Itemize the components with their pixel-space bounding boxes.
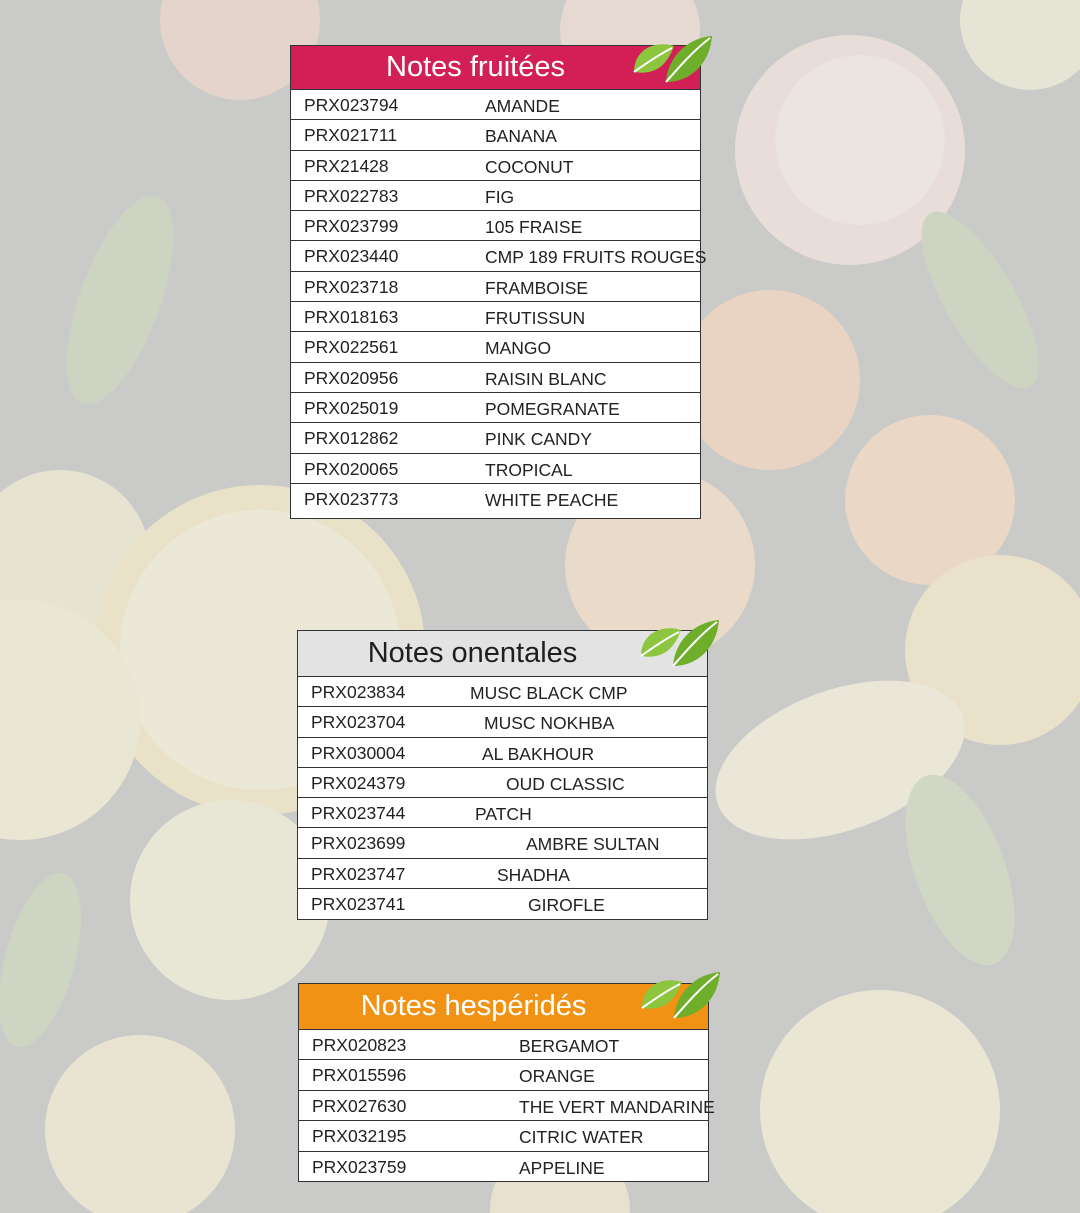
product-name: FIG	[485, 186, 515, 207]
product-code: PRX023773	[304, 488, 399, 509]
table-row	[291, 363, 700, 393]
product-name: MUSC BLACK CMP	[470, 683, 628, 703]
product-code: PRX025019	[304, 397, 399, 418]
product-code: PRX021711	[304, 125, 398, 146]
fruitees-rows	[291, 90, 707, 514]
product-code: PRX030004	[311, 742, 406, 763]
orientales-rows	[298, 677, 707, 919]
table-row	[291, 423, 700, 453]
table-row	[298, 889, 707, 919]
product-name: CMP 189 FRUITS ROUGES	[485, 247, 707, 268]
product-code: PRX023744	[311, 803, 406, 824]
product-name: AMBRE SULTAN	[526, 834, 660, 855]
table-row	[291, 484, 700, 514]
table-row	[291, 332, 700, 362]
table-row	[291, 181, 700, 211]
product-name: BERGAMOT	[519, 1036, 620, 1056]
fruitees-title: Notes fruitées	[386, 51, 565, 83]
table-row	[291, 90, 700, 120]
product-code: PRX020823	[312, 1035, 407, 1055]
leaf-icon	[628, 32, 716, 90]
product-name: FRAMBOISE	[485, 277, 589, 298]
product-name: FRUTISSUN	[485, 308, 586, 329]
product-name: TROPICAL	[485, 459, 573, 480]
product-code: PRX023794	[304, 95, 399, 115]
product-name: POMEGRANATE	[485, 398, 620, 419]
product-code: PRX023834	[311, 682, 406, 702]
product-name: AL BAKHOUR	[482, 743, 595, 764]
table-row	[291, 241, 707, 271]
table-row	[299, 1121, 708, 1151]
product-name: CITRIC WATER	[519, 1127, 644, 1148]
product-code: PRX023704	[311, 712, 406, 733]
table-row	[298, 859, 707, 889]
product-name: SHADHA	[497, 864, 570, 885]
table-row	[298, 768, 707, 798]
product-code: PRX012862	[304, 428, 399, 449]
table-row	[298, 738, 707, 768]
product-code: PRX032195	[312, 1126, 407, 1147]
table-row	[291, 393, 700, 423]
product-code: PRX015596	[312, 1065, 407, 1086]
product-name: ORANGE	[519, 1066, 595, 1087]
product-code: PRX023747	[311, 863, 406, 884]
product-code: PRX024379	[311, 772, 406, 793]
hesperides-title: Notes hespéridés	[360, 990, 587, 1022]
product-code: PRX023759	[312, 1156, 407, 1177]
product-name: WHITE PEACHE	[485, 489, 619, 510]
table-row	[291, 120, 700, 150]
product-code: PRX023718	[304, 276, 399, 297]
product-name: 105 FRAISE	[485, 217, 583, 238]
table-row	[291, 272, 700, 302]
product-code: PRX21428	[304, 155, 389, 176]
fruitees-table	[290, 45, 707, 519]
product-name: APPELINE	[519, 1157, 605, 1178]
orientales-title: Notes onentales	[367, 637, 578, 669]
product-code: PRX020956	[304, 367, 399, 388]
table-row	[298, 798, 707, 828]
table-row	[298, 828, 707, 858]
product-name: MUSC NOKHBA	[484, 713, 615, 734]
product-code: PRX022783	[304, 185, 399, 206]
product-code: PRX023741	[311, 894, 406, 915]
table-row	[299, 1152, 708, 1182]
table-row	[299, 1060, 708, 1090]
product-name: BANANA	[485, 126, 557, 147]
leaf-icon	[635, 616, 723, 674]
table-row	[291, 151, 700, 181]
table-row	[298, 707, 707, 737]
table-row	[291, 302, 700, 332]
product-code: PRX027630	[312, 1095, 407, 1116]
table-row	[299, 1030, 708, 1060]
product-name: COCONUT	[485, 156, 574, 177]
product-code: PRX020065	[304, 458, 399, 479]
product-code: PRX023799	[304, 216, 399, 237]
table-row	[298, 677, 707, 707]
product-name: THE VERT MANDARINE	[519, 1096, 715, 1117]
product-name: PATCH	[475, 804, 532, 825]
product-name: RAISIN BLANC	[485, 368, 607, 389]
hesperides-rows	[299, 1030, 715, 1182]
product-name: PINK CANDY	[485, 429, 592, 450]
leaf-icon	[636, 968, 724, 1026]
product-name: OUD CLASSIC	[506, 773, 625, 794]
product-code: PRX023440	[304, 246, 399, 267]
product-name: GIROFLE	[528, 895, 605, 916]
table-row	[299, 1091, 715, 1121]
product-code: PRX022561	[304, 337, 399, 358]
product-code: PRX018163	[304, 307, 399, 328]
product-code: PRX023699	[311, 833, 406, 854]
product-name: MANGO	[485, 338, 552, 359]
product-name: AMANDE	[485, 96, 560, 116]
table-row	[291, 454, 700, 484]
table-row	[291, 211, 700, 241]
